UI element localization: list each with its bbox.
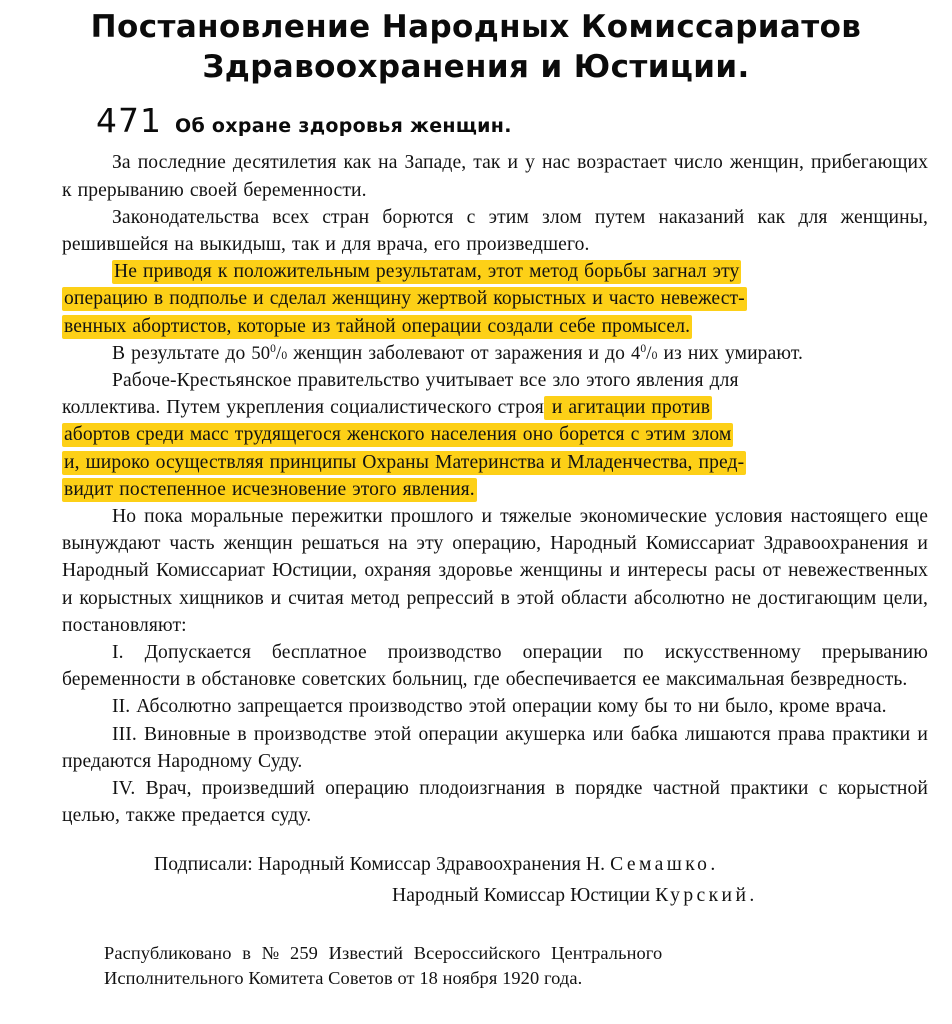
document-title-line-1: Постановление Народных Комиссариатов (90, 9, 862, 45)
paragraph-6: Но пока моральные пережитки прошлого и тяжелые экономические условия настоящего еще вынуждают часть женщин решаться на эту операцию, Народный Комиссариат Здравоохранения и Народный Комиссариат Юстиции, охраняя здоровье женщины и интересы расы от невежественных и корыстных хищников и считая метод репрессий в этой области абсолютно не достигающим цели, постановляют: (62, 505, 928, 636)
paragraph-4-prefix: В результате до (112, 342, 252, 364)
signature-prefix: Народный Комиссар Юстиции (392, 885, 656, 907)
decree-item-4: IV. Врач, произведший операцию плодоизгнания в порядке частной практики с корыстной целью, также предается суду. (62, 778, 928, 827)
paragraph-1: За последние десятилетия как на Западе, так и у нас возрастает число женщин, прибегающих к прерыванию своей беременности. (62, 152, 928, 201)
percent-value-50: $50^0/0$ (251, 342, 288, 364)
highlight-mark: и агитации против (545, 397, 711, 419)
percent-number: 50 (251, 342, 271, 364)
plain-segment: Рабоче-Крестьянское правительство учитывает все зло этого явления для (112, 369, 739, 391)
highlight-mark: венных абортистов, которые из тайной операции создали себе промысел. (64, 315, 691, 337)
percent-numerator-zero: 0 (640, 342, 647, 355)
article-heading (0, 87, 952, 141)
paragraph-3-highlighted (62, 258, 928, 340)
decree-item-3: III. Виновные в производстве этой операции акушерка или бабка лишаются права практики и предаются Народному Суду. (62, 723, 928, 772)
highlight-mark: и, широко осуществляя принципы Охраны Материнства и Младенчества, пред- (64, 451, 745, 473)
footer-line-2: Исполнительного Комитета Советов от 18 ноября 1920 года. (104, 968, 583, 989)
paragraph-4 (62, 340, 928, 367)
paragraph-4-suffix: из них умирают. (657, 342, 804, 364)
highlight-line (62, 367, 928, 394)
document-title-line-2: Здравоохранения и Юстиции. (202, 48, 750, 85)
paragraph-4-middle: женщин заболевают от заражения и до (287, 342, 632, 364)
document-body (0, 137, 952, 829)
signatory-name-semashko: Семашко (610, 854, 711, 876)
document-title (0, 0, 952, 87)
publication-footer (0, 911, 952, 991)
decree-item-1: I. Допускается бесплатное производство операции по искусственному прерыванию беременности в обстановке советских больниц, где обеспечивается ее максимальная безвредность. (62, 642, 928, 691)
signature-suffix: . (749, 885, 755, 907)
decree-item-2: II. Абсолютно запрещается производство этой операции кому бы то ни было, кроме врача. (112, 696, 887, 718)
plain-segment: коллектива. Путем укрепления социалистического строя (62, 397, 544, 419)
signature-line-health (62, 849, 912, 880)
footer-line-1: Распубликовано в № 259 Известий Всероссийского Центрального (104, 943, 663, 964)
percent-number: 4 (631, 342, 641, 364)
highlight-mark: видит постепенное исчезновение этого явления. (64, 478, 475, 500)
highlight-mark: операцию в подполье и сделал женщину жертвой корыстных и часто невежест- (64, 288, 745, 310)
signature-block (0, 829, 952, 911)
percent-denominator-zero: 0 (281, 349, 288, 362)
highlight-line (62, 394, 928, 421)
paragraph-5-highlighted (62, 367, 928, 503)
highlight-mark: Не приводя к положительным результатам, этот метод борьбы загнал эту (114, 261, 740, 283)
percent-value-4: $4^0/0$ (631, 342, 658, 364)
paragraph-2: Законодательства всех стран борются с этим злом путем наказаний как для женщины, решившейся на выкидыш, так и для врача, его произведшего. (62, 206, 928, 255)
highlight-line (62, 258, 928, 285)
highlight-line (62, 449, 928, 476)
highlight-mark: абортов среди масс трудящегося женского населения оно борется с этим злом (64, 424, 732, 446)
signatory-name-kursky: Курский (655, 885, 750, 907)
article-number: 471 (96, 101, 162, 141)
highlight-line (62, 285, 928, 312)
highlight-line (62, 476, 928, 503)
highlight-line (62, 313, 928, 340)
percent-denominator-zero: 0 (651, 349, 658, 362)
highlight-line (62, 421, 928, 448)
signature-suffix: . (710, 854, 716, 876)
percent-numerator-zero: 0 (270, 342, 277, 355)
signature-line-justice (62, 880, 912, 911)
article-subject: Об охране здоровья женщин. (175, 115, 512, 138)
signature-prefix: Подписали: Народный Комиссар Здравоохранения Н. (154, 854, 611, 876)
